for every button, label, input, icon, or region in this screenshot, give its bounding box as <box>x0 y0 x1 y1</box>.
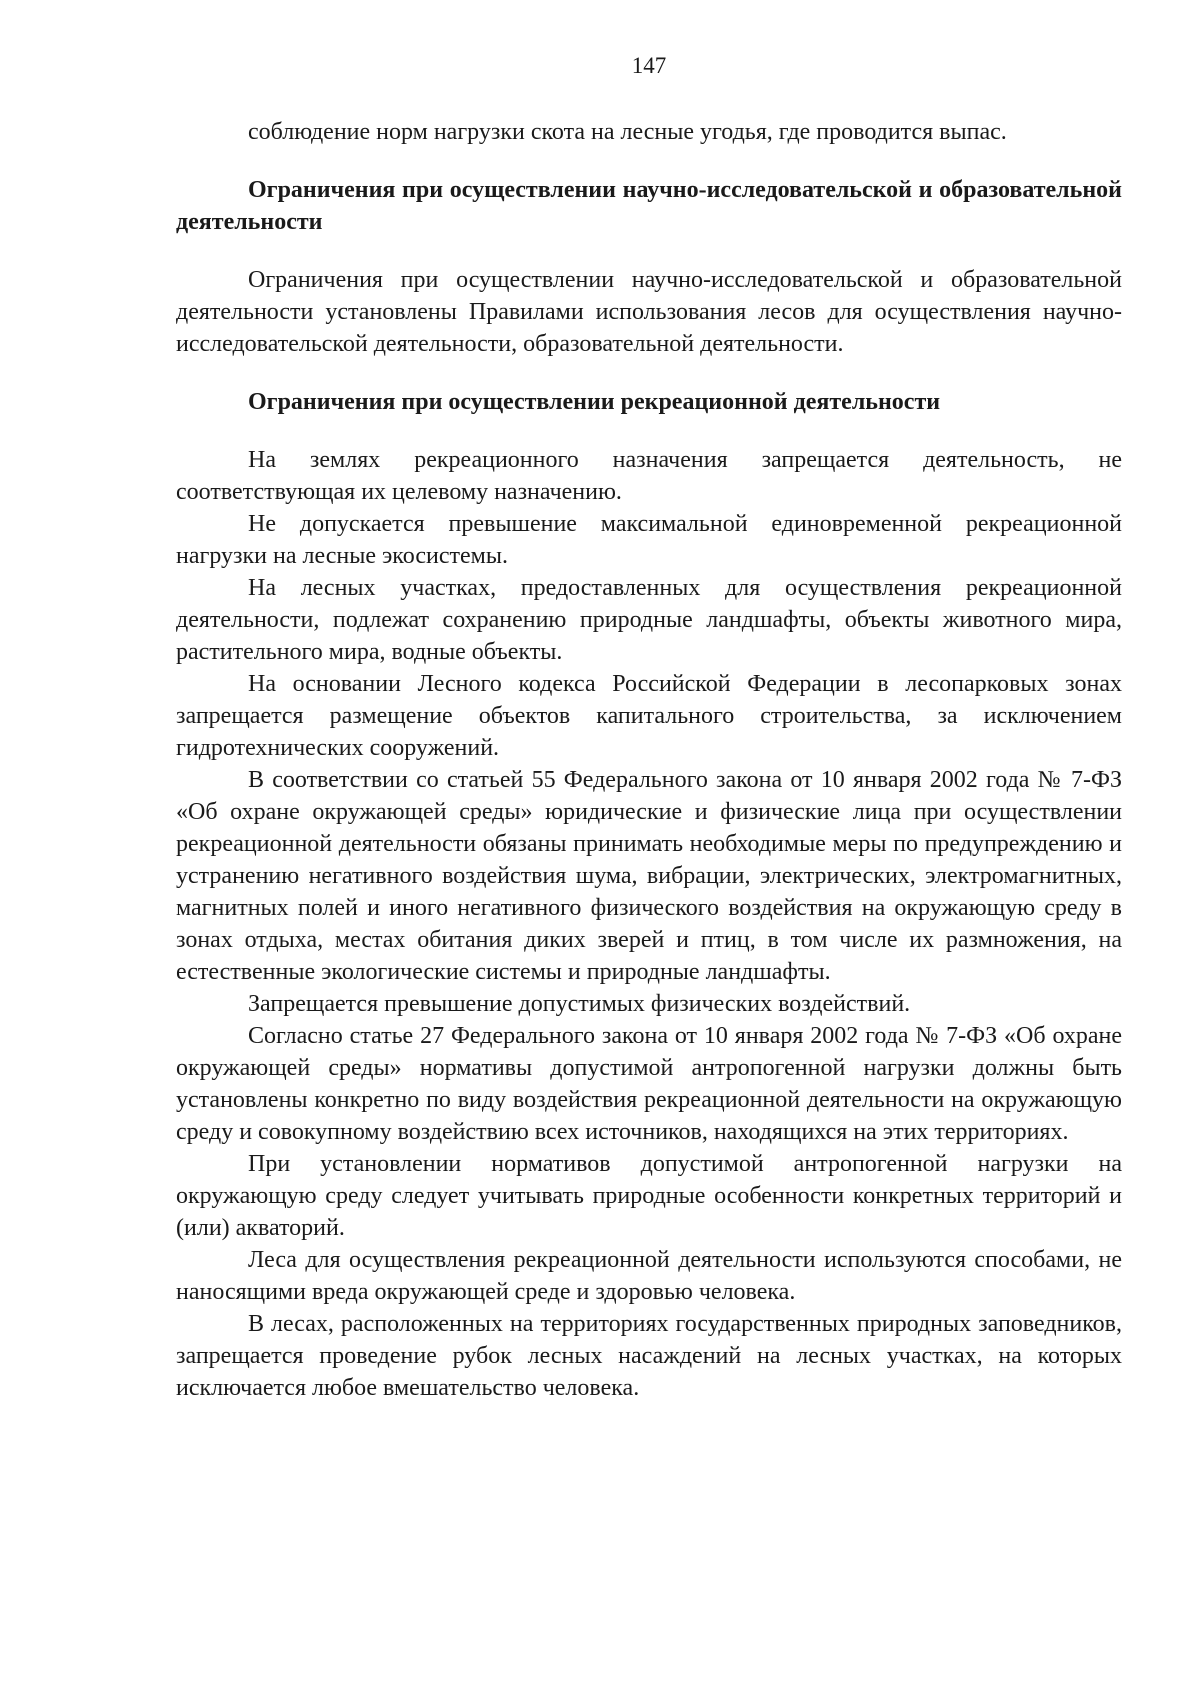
paragraph-nature-reserves: В лесах, расположенных на территориях государственных природных заповедников, запрещается проведение рубок лесных насаждений на лесных участках, на которых исключается любое вмешательство человека. <box>176 1311 1122 1401</box>
paragraph-landscape-preservation: На лесных участках, предоставленных для осуществления рекреационной деятельности, подлежат сохранению природные ландшафты, объекты животного мира, растительного мира, водные объекты. <box>176 575 1122 665</box>
heading-research-education-restrictions: Ограничения при осуществлении научно-исследовательской и образовательной деятельности <box>176 177 1122 235</box>
paragraph-physical-impact: Запрещается превышение допустимых физических воздействий. <box>248 991 911 1017</box>
paragraph-recreation-land: На землях рекреационного назначения запрещается деятельность, не соответствующая их целевому назначению. <box>176 447 1122 505</box>
paragraph-norms-setting: При установлении нормативов допустимой антропогенной нагрузки на окружающую среду следует учитывать природные особенности конкретных территорий и (или) акваторий. <box>176 1151 1122 1241</box>
paragraph-article-27: Согласно статье 27 Федерального закона от 10 января 2002 года № 7-ФЗ «Об охране окружающей среды» нормативы допустимой антропогенной нагрузки должны быть установлены конкретно по виду воздействия рекреационной деятельности на окружающую среду и совокупному воздействию всех источников, находящихся на этих территориях. <box>176 1023 1122 1145</box>
heading-recreation-restrictions: Ограничения при осуществлении рекреационной деятельности <box>248 389 941 415</box>
paragraph-article-55: В соответствии со статьей 55 Федерального закона от 10 января 2002 года № 7-ФЗ «Об охране окружающей среды» юридические и физические лица при осуществлении рекреационной деятельности обязаны принимать необходимые меры по предупреждению и устранению негативного воздействия шума, вибрации, электрических, электромагнитных, магнитных полей и иного негативного физического воздействия на окружающую среду в зонах отдыха, местах обитания диких зверей и птиц, в том числе их размножения, на естественные экологические системы и природные ландшафты. <box>176 767 1122 985</box>
paragraph-research-education-rules: Ограничения при осуществлении научно-исследовательской и образовательной деятельности установлены Правилами использования лесов для осуществления научно-исследовательской деятельности, образовательной деятельности. <box>176 267 1122 357</box>
document-body <box>176 116 1122 1404</box>
paragraph-forest-code: На основании Лесного кодекса Российской Федерации в лесопарковых зонах запрещается размещение объектов капитального строительства, за исключением гидротехнических сооружений. <box>176 671 1122 761</box>
paragraph-forest-use-methods: Леса для осуществления рекреационной деятельности используются способами, не наносящими вреда окружающей среде и здоровью человека. <box>176 1247 1122 1305</box>
page-number: 147 <box>631 53 667 78</box>
paragraph-max-load: Не допускается превышение максимальной единовременной рекреационной нагрузки на лесные экосистемы. <box>176 511 1122 569</box>
paragraph-livestock-load: соблюдение норм нагрузки скота на лесные угодья, где проводится выпас. <box>248 119 1007 145</box>
